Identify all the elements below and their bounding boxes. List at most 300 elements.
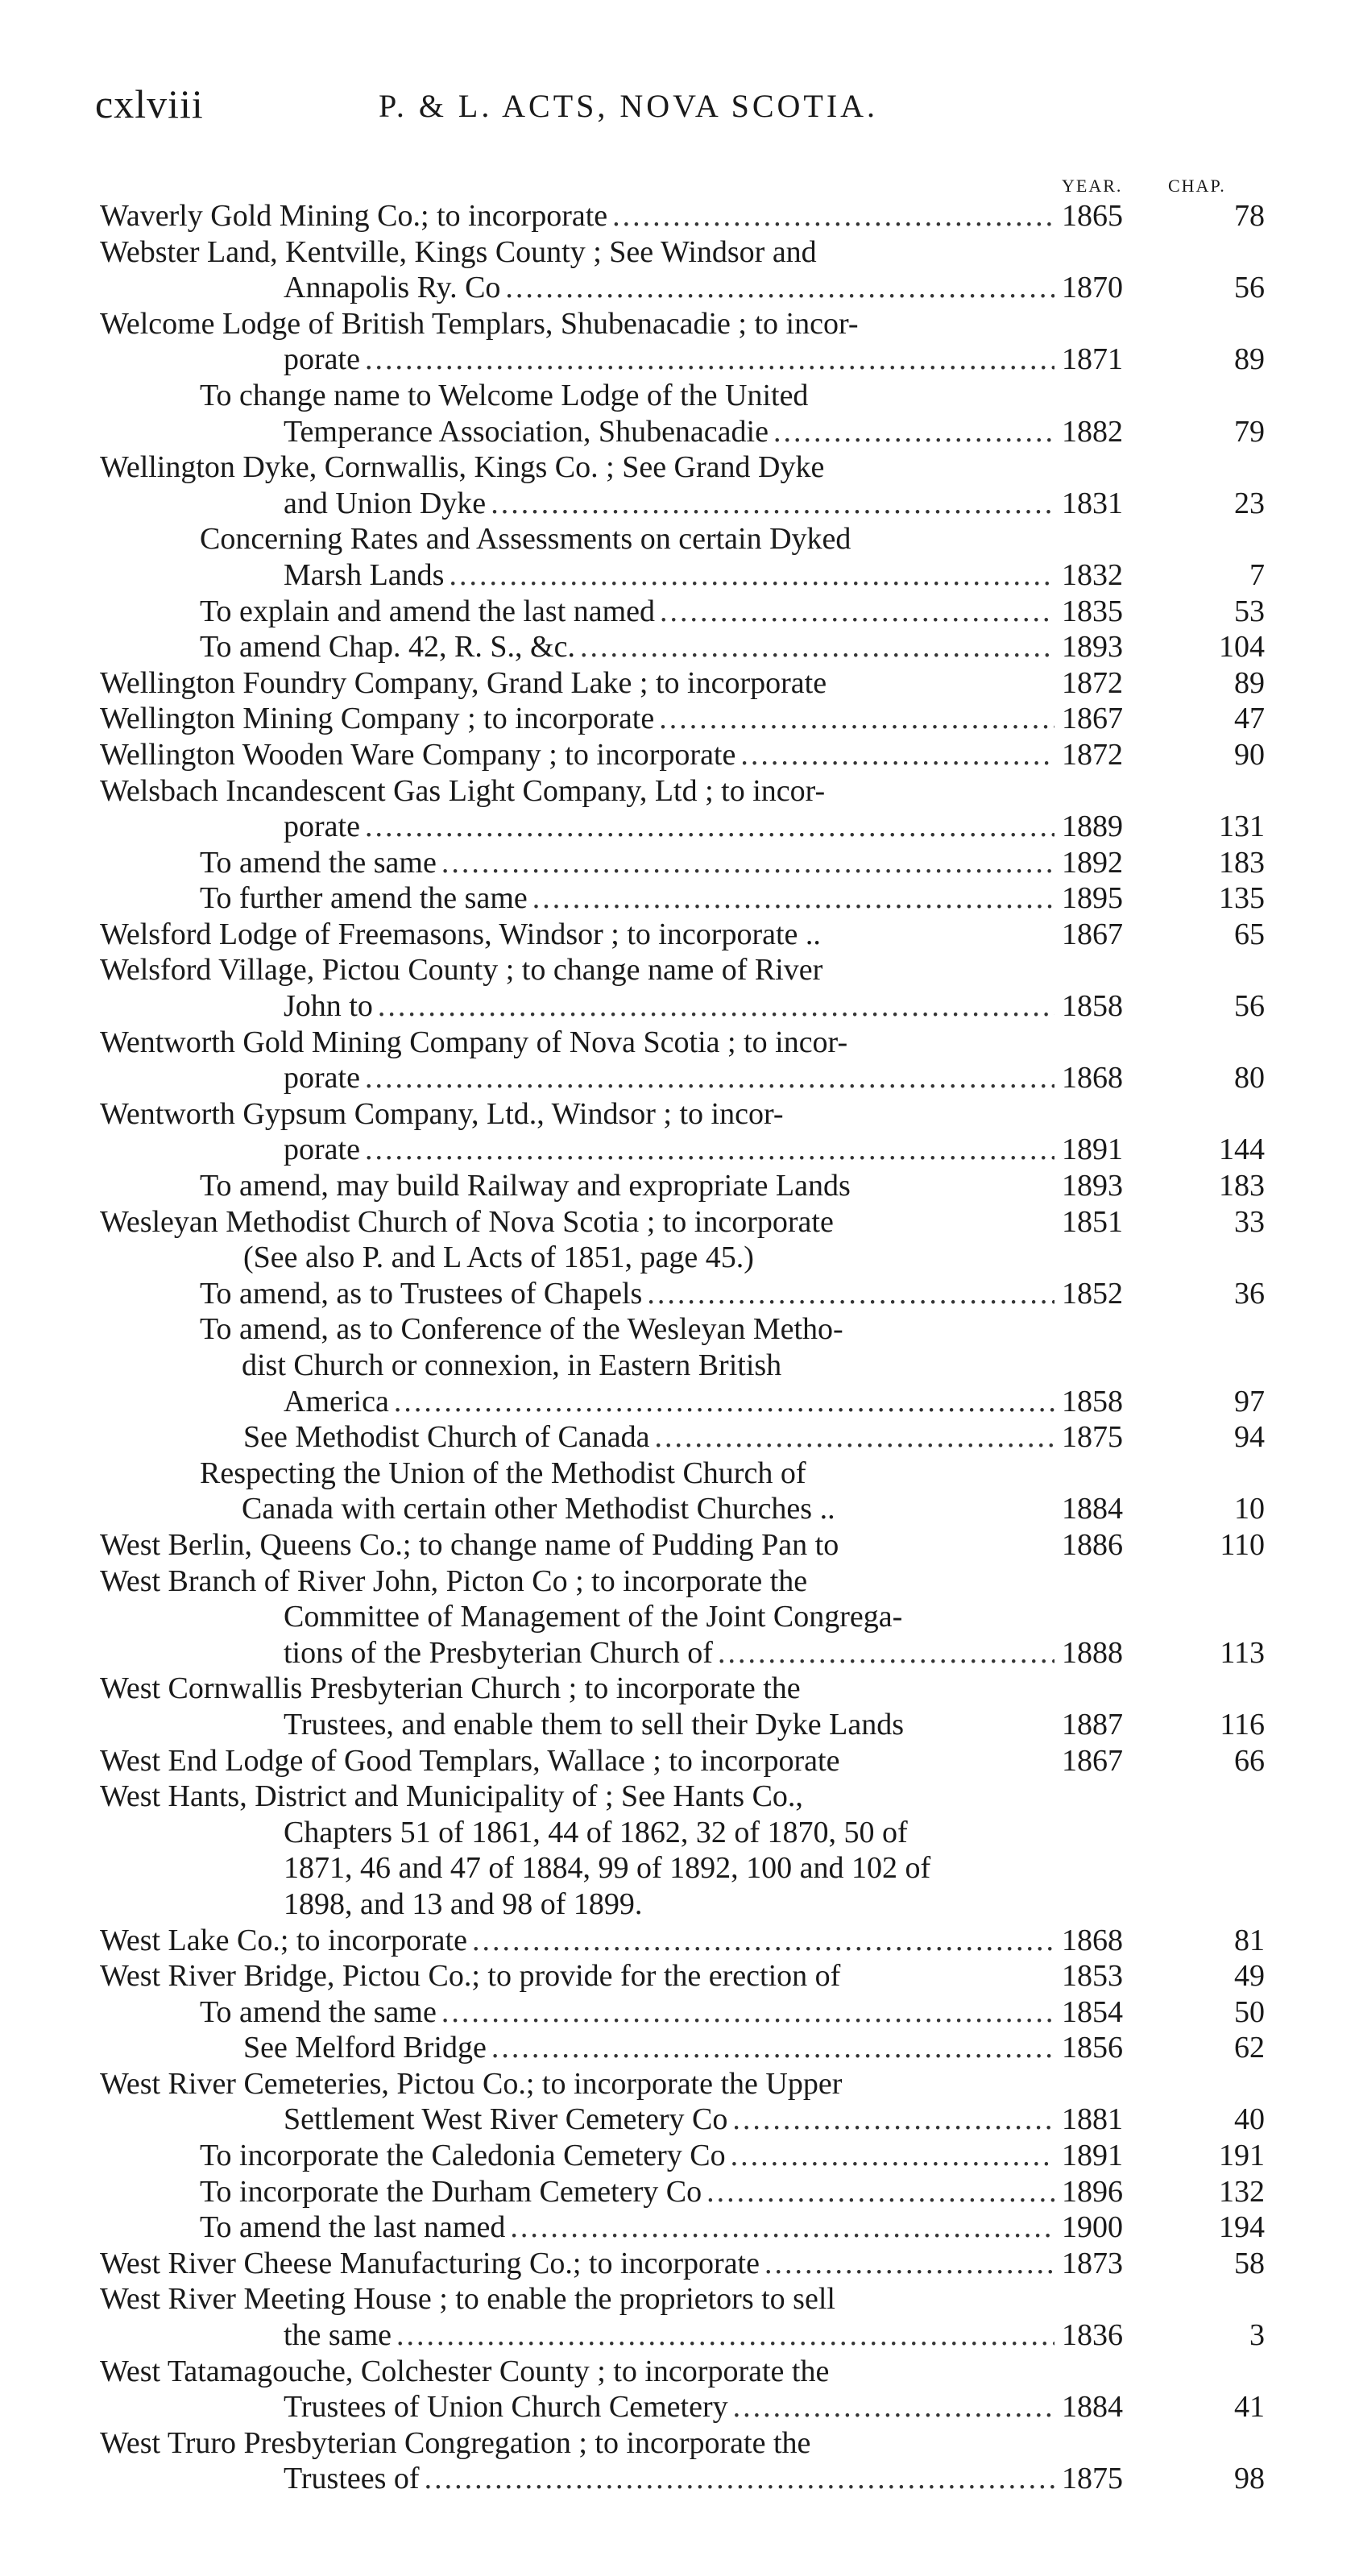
entry-text: porate <box>284 1061 360 1095</box>
entry-text-wrap <box>200 594 1054 630</box>
entry-text-wrap <box>284 557 1054 594</box>
entry-year: 1881 <box>1062 2102 1123 2137</box>
index-line <box>0 1527 1359 1563</box>
index-line <box>0 270 1359 306</box>
leader-dots <box>441 1994 1054 2031</box>
entry-text: To incorporate the Durham Cemetery Co <box>200 2174 702 2209</box>
entry-year: 1882 <box>1062 414 1123 449</box>
index-line <box>0 1671 1359 1707</box>
entry-text: Webster Land, Kentville, Kings County ; See Windsor and <box>100 234 817 269</box>
index-line <box>0 880 1359 917</box>
entry-text-wrap <box>100 1204 1054 1240</box>
entry-text: porate <box>284 342 360 377</box>
entry-text: Waverly Gold Mining Co.; to incorporate <box>100 199 608 233</box>
index-line <box>0 952 1359 988</box>
entry-chapter: 194 <box>1219 2210 1265 2245</box>
entry-text-wrap <box>100 198 1054 234</box>
entry-year: 1835 <box>1062 594 1123 628</box>
index-line <box>0 773 1359 810</box>
entry-text-wrap <box>284 1635 1054 1671</box>
entry-text-wrap <box>200 2209 1054 2246</box>
entry-text: tions of the Presbyterian Church of <box>284 1635 713 1670</box>
index-line <box>0 1348 1359 1384</box>
entry-year: 1884 <box>1062 1492 1123 1526</box>
entry-text-wrap <box>243 1419 1054 1456</box>
entry-text: Welsford Village, Pictou County ; to change name of River <box>100 953 823 988</box>
entry-text-wrap <box>200 1456 1054 1492</box>
leader-dots <box>532 880 1054 917</box>
entry-text: Concerning Rates and Assessments on certain Dyked <box>200 522 851 557</box>
entry-year: 1892 <box>1062 845 1123 880</box>
entry-text-wrap <box>242 1348 1054 1384</box>
entry-chapter: 78 <box>1234 199 1265 233</box>
entry-chapter: 41 <box>1234 2390 1265 2425</box>
leader-dots <box>718 1635 1054 1671</box>
entry-text-wrap <box>100 1923 1054 1959</box>
entry-chapter: 10 <box>1234 1492 1265 1526</box>
entry-chapter: 191 <box>1219 2139 1265 2173</box>
leader-dots <box>365 342 1054 378</box>
index-line <box>0 521 1359 557</box>
leader-dots <box>740 737 1054 773</box>
entry-year: 1875 <box>1062 1420 1123 1455</box>
entry-text: To amend, as to Conference of the Wesleyan Metho- <box>200 1312 843 1347</box>
index-line <box>0 594 1359 630</box>
leader-dots <box>773 414 1054 450</box>
entry-chapter: 40 <box>1234 2102 1265 2137</box>
index-line <box>0 1994 1359 2031</box>
index-line <box>0 414 1359 450</box>
index-line <box>0 1599 1359 1635</box>
entry-chapter: 56 <box>1234 271 1265 305</box>
entry-text-wrap <box>284 2389 1054 2425</box>
entry-chapter: 65 <box>1234 917 1265 951</box>
index-line <box>0 198 1359 234</box>
entry-text: Wellington Dyke, Cornwallis, Kings Co. ; See Grand Dyke <box>100 450 825 485</box>
entry-chapter: 94 <box>1234 1420 1265 1455</box>
entry-text-wrap <box>100 1563 1054 1600</box>
entry-text-wrap <box>100 773 1054 810</box>
entry-text-wrap <box>243 2030 1054 2066</box>
entry-text-wrap <box>100 449 1054 486</box>
index-line <box>0 378 1359 414</box>
entry-text-wrap <box>200 629 1054 665</box>
index-line <box>0 2317 1359 2354</box>
leader-dots <box>659 701 1054 737</box>
entry-text: and Union Dyke <box>284 486 487 520</box>
entry-text-wrap <box>284 809 1054 845</box>
entry-text: West Tatamagouche, Colchester County ; to incorporate the <box>100 2354 830 2388</box>
index-line <box>0 1384 1359 1420</box>
leader-dots <box>396 2317 1054 2354</box>
index-line <box>0 234 1359 271</box>
index-entries <box>0 198 1359 2497</box>
entry-text-wrap <box>100 2425 1054 2462</box>
entry-text-wrap <box>100 1096 1054 1133</box>
entry-text: dist Church or connexion, in Eastern British <box>242 1348 782 1382</box>
chap-column-heading: CHAP. <box>1168 176 1226 196</box>
leader-dots <box>706 2174 1054 2210</box>
entry-chapter: 49 <box>1234 1959 1265 1994</box>
entry-text: America <box>284 1384 389 1418</box>
entry-text-wrap <box>200 378 1054 414</box>
entry-chapter: 97 <box>1234 1384 1265 1418</box>
index-line <box>0 1886 1359 1923</box>
index-line <box>0 2425 1359 2462</box>
entry-year: 1858 <box>1062 989 1123 1024</box>
entry-text-wrap <box>284 988 1054 1025</box>
entry-text-wrap <box>100 234 1054 271</box>
entry-text: West Truro Presbyterian Congregation ; to incorporate the <box>100 2425 811 2460</box>
entry-year: 1870 <box>1062 271 1123 305</box>
entry-text: Wentworth Gold Mining Company of Nova Scotia ; to incor- <box>100 1025 848 1059</box>
entry-text: Temperance Association, Shubenacadie <box>284 414 769 449</box>
entry-text: To amend, as to Trustees of Chapels <box>200 1276 643 1311</box>
entry-chapter: 23 <box>1234 486 1265 520</box>
entry-year: 1856 <box>1062 2031 1123 2065</box>
entry-text-wrap <box>100 306 1054 342</box>
entry-year: 1872 <box>1062 737 1123 772</box>
index-line <box>0 1456 1359 1492</box>
index-line <box>0 809 1359 845</box>
entry-year: 1893 <box>1062 630 1123 665</box>
entry-text-wrap <box>284 1384 1054 1420</box>
entry-text-wrap <box>284 270 1054 306</box>
entry-text: West Hants, District and Municipality of ; See Hants Co., <box>100 1779 803 1814</box>
index-line <box>0 1707 1359 1743</box>
entry-text-wrap <box>284 2102 1054 2138</box>
entry-year: 1896 <box>1062 2174 1123 2209</box>
entry-year: 1884 <box>1062 2390 1123 2425</box>
leader-dots <box>365 809 1054 845</box>
entry-text: porate <box>284 810 360 844</box>
index-line <box>0 737 1359 773</box>
index-line <box>0 2209 1359 2246</box>
entry-text-wrap <box>100 1527 1054 1563</box>
entry-text: Trustees, and enable them to sell their Dyke Lands <box>284 1707 905 1741</box>
entry-text: Annapolis Ry. Co <box>284 271 501 305</box>
entry-chapter: 90 <box>1234 737 1265 772</box>
entry-chapter: 36 <box>1234 1276 1265 1311</box>
entry-text: To amend the same <box>200 845 437 880</box>
entry-text: To amend, may build Railway and expropriate Lands <box>200 1169 851 1203</box>
entry-text-wrap <box>284 1707 1054 1743</box>
entry-text-wrap <box>242 1491 1054 1527</box>
leader-dots <box>491 486 1054 522</box>
entry-year: 1895 <box>1062 881 1123 916</box>
entry-chapter: 79 <box>1234 414 1265 449</box>
leader-dots <box>441 845 1054 881</box>
leader-dots <box>472 1923 1054 1959</box>
entry-chapter: 183 <box>1219 845 1265 880</box>
entry-chapter: 89 <box>1234 342 1265 377</box>
entry-chapter: 3 <box>1249 2318 1265 2353</box>
entry-chapter: 80 <box>1234 1061 1265 1095</box>
entry-text-wrap <box>200 521 1054 557</box>
leader-dots <box>510 2209 1054 2246</box>
entry-text-wrap <box>100 1743 1054 1779</box>
index-line <box>0 1815 1359 1851</box>
entry-text: To amend the last named <box>200 2210 506 2245</box>
index-line <box>0 1491 1359 1527</box>
index-line <box>0 988 1359 1025</box>
leader-dots <box>660 594 1054 630</box>
index-line <box>0 1850 1359 1886</box>
entry-year: 1889 <box>1062 810 1123 844</box>
index-line <box>0 2389 1359 2425</box>
entry-text: Wesleyan Methodist Church of Nova Scotia ; to incorporate <box>100 1204 834 1239</box>
entry-text: See Methodist Church of Canada <box>243 1420 650 1455</box>
entry-chapter: 81 <box>1234 1923 1265 1957</box>
leader-dots <box>491 2030 1054 2066</box>
entry-text-wrap <box>284 1060 1054 1096</box>
entry-chapter: 7 <box>1249 557 1265 592</box>
leader-dots <box>733 2389 1054 2425</box>
entry-text: Canada with certain other Methodist Churches .. <box>242 1492 835 1526</box>
leader-dots <box>365 1060 1054 1096</box>
entry-text-wrap <box>100 1671 1054 1707</box>
entry-chapter: 132 <box>1219 2174 1265 2209</box>
entry-chapter: 62 <box>1234 2031 1265 2065</box>
entry-year: 1868 <box>1062 1061 1123 1095</box>
entry-text-wrap <box>100 1958 1054 1994</box>
entry-year: 1886 <box>1062 1527 1123 1562</box>
entry-year: 1858 <box>1062 1384 1123 1418</box>
entry-text: West River Meeting House ; to enable the proprietors to sell <box>100 2282 835 2317</box>
entry-text: See Melford Bridge <box>243 2031 487 2065</box>
leader-dots <box>425 2461 1054 2497</box>
index-line <box>0 917 1359 953</box>
index-line <box>0 306 1359 342</box>
entry-chapter: 66 <box>1234 1743 1265 1778</box>
entry-text: West Branch of River John, Picton Co ; to incorporate the <box>100 1563 808 1598</box>
entry-text: 1898, and 13 and 98 of 1899. <box>284 1886 643 1921</box>
entry-year: 1875 <box>1062 2462 1123 2496</box>
leader-dots <box>612 198 1054 234</box>
entry-text: 1871, 46 and 47 of 1884, 99 of 1892, 100 and 102 of <box>284 1851 931 1886</box>
entry-text: Settlement West River Cemetery Co <box>284 2102 728 2137</box>
entry-text-wrap <box>200 1276 1054 1312</box>
entry-text-wrap <box>100 2246 1054 2282</box>
entry-chapter: 89 <box>1234 665 1265 700</box>
entry-text: Trustees of Union Church Cemetery <box>284 2390 728 2425</box>
index-line <box>0 1168 1359 1204</box>
index-line <box>0 1779 1359 1815</box>
entry-text-wrap <box>100 665 1054 702</box>
index-line <box>0 2030 1359 2066</box>
entry-chapter: 131 <box>1219 810 1265 844</box>
entry-year: 1891 <box>1062 2139 1123 2173</box>
entry-text-wrap <box>100 2354 1054 2390</box>
index-line <box>0 1204 1359 1240</box>
index-line <box>0 2246 1359 2282</box>
leader-dots <box>647 1276 1054 1312</box>
entry-text: Welcome Lodge of British Templars, Shubenacadie ; to incor- <box>100 306 859 341</box>
leader-dots <box>378 988 1054 1025</box>
entry-text: To further amend the same <box>200 881 528 916</box>
entry-text: To incorporate the Caledonia Cemetery Co <box>200 2139 726 2173</box>
entry-chapter: 56 <box>1234 989 1265 1024</box>
entry-year: 1831 <box>1062 486 1123 520</box>
entry-text: Wellington Wooden Ware Company ; to incorporate <box>100 737 736 772</box>
entry-text-wrap <box>100 1779 1054 1815</box>
index-line <box>0 1276 1359 1312</box>
entry-text-wrap <box>284 342 1054 378</box>
entry-year: 1873 <box>1062 2246 1123 2280</box>
entry-text-wrap <box>200 2138 1054 2174</box>
index-line <box>0 665 1359 702</box>
entry-chapter: 113 <box>1220 1635 1265 1670</box>
entry-text-wrap <box>100 737 1054 773</box>
entry-text: Welsbach Incandescent Gas Light Company, Ltd ; to incor- <box>100 773 826 808</box>
index-line <box>0 1025 1359 1061</box>
index-line <box>0 1096 1359 1133</box>
entry-text: To amend the same <box>200 1994 437 2029</box>
entry-year: 1836 <box>1062 2318 1123 2353</box>
entry-chapter: 33 <box>1234 1204 1265 1239</box>
entry-year: 1893 <box>1062 1169 1123 1203</box>
entry-text-wrap <box>284 1815 1054 1851</box>
entry-year: 1888 <box>1062 1635 1123 1670</box>
index-line <box>0 1923 1359 1959</box>
entry-text-wrap <box>200 880 1054 917</box>
leader-dots <box>365 1132 1054 1168</box>
entry-text-wrap <box>284 1886 1054 1923</box>
entry-year: 1867 <box>1062 1743 1123 1778</box>
entry-text: To amend Chap. 42, R. S., &c. <box>200 630 575 665</box>
index-line <box>0 1060 1359 1096</box>
index-line <box>0 2174 1359 2210</box>
leader-dots <box>505 270 1054 306</box>
index-line <box>0 1635 1359 1671</box>
index-line <box>0 1743 1359 1779</box>
entry-year: 1891 <box>1062 1133 1123 1167</box>
entry-chapter: 104 <box>1219 630 1265 665</box>
entry-text-wrap <box>284 1132 1054 1168</box>
entry-text: Marsh Lands <box>284 557 445 592</box>
entry-text: West River Cemeteries, Pictou Co.; to incorporate the Upper <box>100 2066 843 2101</box>
entry-text: Welsford Lodge of Freemasons, Windsor ; to incorporate .. <box>100 917 821 951</box>
entry-chapter: 50 <box>1234 1994 1265 2029</box>
entry-text-wrap <box>100 701 1054 737</box>
entry-text: Committee of Management of the Joint Congrega- <box>284 1600 903 1634</box>
entry-text: West Cornwallis Presbyterian Church ; to incorporate the <box>100 1671 801 1706</box>
year-column-heading: YEAR. <box>1062 176 1123 196</box>
index-line <box>0 1958 1359 1994</box>
entry-year: 1872 <box>1062 665 1123 700</box>
entry-text-wrap <box>284 1850 1054 1886</box>
entry-chapter: 110 <box>1220 1527 1265 1562</box>
leader-dots <box>580 629 1054 665</box>
entry-text: Trustees of <box>284 2462 420 2496</box>
entry-chapter: 58 <box>1234 2246 1265 2280</box>
entry-chapter: 183 <box>1219 1169 1265 1203</box>
page-number: cxlviii <box>95 81 204 126</box>
entry-text: Wentworth Gypsum Company, Ltd., Windsor ; to incor- <box>100 1096 784 1131</box>
entry-text: West River Cheese Manufacturing Co.; to incorporate <box>100 2246 760 2280</box>
index-line <box>0 557 1359 594</box>
entry-text: West Berlin, Queens Co.; to change name of Pudding Pan to <box>100 1527 839 1562</box>
entry-text: West End Lodge of Good Templars, Wallace ; to incorporate <box>100 1743 840 1778</box>
entry-text: Chapters 51 of 1861, 44 of 1862, 32 of 1870, 50 of <box>284 1815 908 1849</box>
index-line <box>0 629 1359 665</box>
entry-text-wrap <box>200 1311 1054 1348</box>
entry-text: To change name to Welcome Lodge of the United <box>200 378 809 412</box>
entry-text-wrap <box>100 2066 1054 2102</box>
entry-chapter: 135 <box>1219 881 1265 916</box>
entry-text-wrap <box>284 2317 1054 2354</box>
index-line <box>0 2066 1359 2102</box>
entry-chapter: 144 <box>1219 1133 1265 1167</box>
entry-text: Wellington Mining Company ; to incorporate <box>100 702 655 736</box>
entry-chapter: 47 <box>1234 702 1265 736</box>
index-line <box>0 449 1359 486</box>
entry-year: 1868 <box>1062 1923 1123 1957</box>
index-line <box>0 1563 1359 1600</box>
entry-chapter: 98 <box>1234 2462 1265 2496</box>
entry-text-wrap <box>100 917 1054 953</box>
index-line <box>0 2354 1359 2390</box>
index-line <box>0 2138 1359 2174</box>
entry-text: (See also P. and L Acts of 1851, page 45.) <box>243 1240 754 1275</box>
entry-year: 1832 <box>1062 557 1123 592</box>
index-line <box>0 701 1359 737</box>
entry-text: John to <box>284 989 373 1024</box>
entry-text-wrap <box>284 486 1054 522</box>
entry-text-wrap <box>200 1994 1054 2031</box>
leader-dots <box>732 2102 1054 2138</box>
index-line <box>0 2461 1359 2497</box>
entry-text: Respecting the Union of the Methodist Church of <box>200 1456 806 1490</box>
entry-text: To explain and amend the last named <box>200 594 656 628</box>
entry-text: the same <box>284 2318 392 2353</box>
entry-text-wrap <box>200 2174 1054 2210</box>
running-title: P. & L. ACTS, NOVA SCOTIA. <box>379 88 879 124</box>
entry-text: Wellington Foundry Company, Grand Lake ; to incorporate <box>100 665 827 700</box>
index-line <box>0 1311 1359 1348</box>
entry-text-wrap <box>100 2281 1054 2317</box>
index-line <box>0 2102 1359 2138</box>
index-line <box>0 845 1359 881</box>
entry-year: 1867 <box>1062 917 1123 951</box>
entry-text-wrap <box>200 845 1054 881</box>
leader-dots <box>654 1419 1054 1456</box>
entry-text-wrap <box>284 1599 1054 1635</box>
entry-year: 1900 <box>1062 2210 1123 2245</box>
entry-year: 1867 <box>1062 702 1123 736</box>
index-line <box>0 2281 1359 2317</box>
index-line <box>0 1419 1359 1456</box>
entry-year: 1871 <box>1062 342 1123 377</box>
leader-dots <box>764 2246 1054 2282</box>
entry-text-wrap <box>100 952 1054 988</box>
entry-year: 1852 <box>1062 1276 1123 1311</box>
index-line <box>0 1240 1359 1276</box>
entry-text: porate <box>284 1133 360 1167</box>
entry-text: West River Bridge, Pictou Co.; to provide for the erection of <box>100 1959 841 1994</box>
entry-text-wrap <box>243 1240 1054 1276</box>
entry-year: 1853 <box>1062 1959 1123 1994</box>
entry-text-wrap <box>200 1168 1054 1204</box>
entry-text-wrap <box>284 2461 1054 2497</box>
entry-year: 1865 <box>1062 199 1123 233</box>
index-line <box>0 486 1359 522</box>
leader-dots <box>731 2138 1054 2174</box>
entry-chapter: 53 <box>1234 594 1265 628</box>
leader-dots <box>449 557 1054 594</box>
entry-chapter: 116 <box>1220 1707 1265 1741</box>
entry-year: 1854 <box>1062 1994 1123 2029</box>
